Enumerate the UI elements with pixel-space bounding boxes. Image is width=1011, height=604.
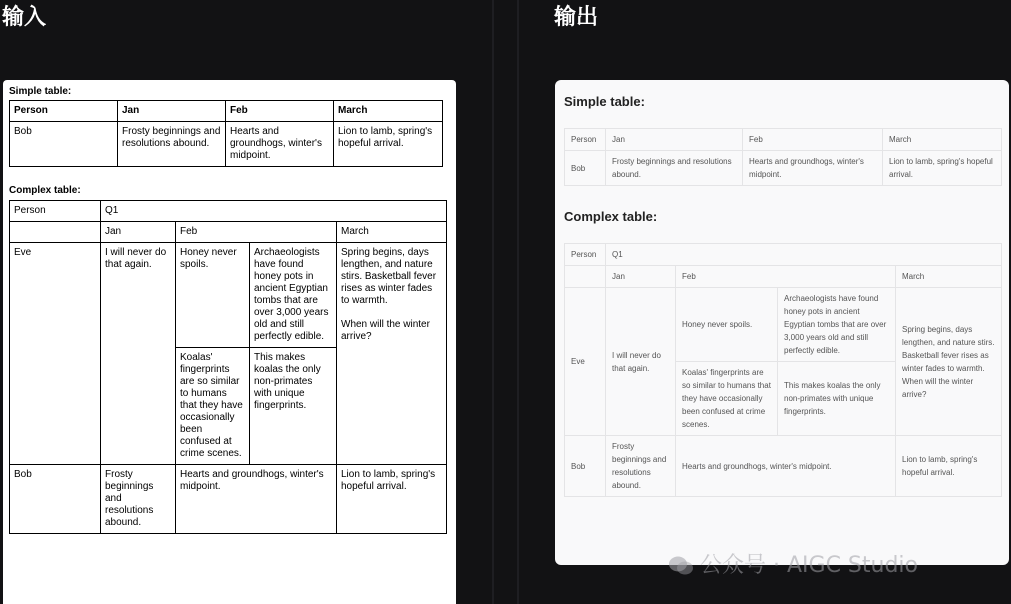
table-row [10,465,447,534]
watermark-text: 公众号 · AIGC Studio [700,553,918,578]
simple-table-heading: Simple table: [564,94,645,109]
table-cell: Person [565,244,606,266]
table-cell: Frosty beginnings and resolutions abound. [606,436,676,497]
table-cell: Q1 [101,201,447,222]
table-cell: Bob [565,151,606,186]
table-cell: Jan [606,266,676,288]
wechat-icon [668,555,694,577]
table-cell: Frosty beginnings and resolutions abound. [118,122,226,167]
table-cell: Lion to lamb, spring's hopeful arrival. [337,465,447,534]
header-cell: Jan [606,129,743,151]
complex-table [9,200,447,534]
header-cell: Feb [743,129,883,151]
table-row [565,151,1002,186]
table-cell: Hearts and groundhogs, winter's midpoint. [676,436,896,497]
simple-table-heading: Simple table: [9,86,72,97]
table-header-row [565,129,1002,151]
table-row [10,222,447,243]
header-cell: Jan [118,101,226,122]
table-cell: Eve [565,288,606,436]
header-cell: Person [10,101,118,122]
table-row [565,436,1002,497]
divider [492,0,494,604]
table-cell: Hearts and groundhogs, winter's midpoint. [176,465,337,534]
output-panel [555,80,1009,565]
table-cell: Hearts and groundhogs, winter's midpoint. [226,122,334,167]
table-cell: March [337,222,447,243]
table-cell: I will never do that again. [101,243,176,465]
table-cell: Feb [176,222,337,243]
table-row [10,243,447,348]
table-cell: Bob [10,465,101,534]
table-cell: Eve [10,243,101,465]
table-cell: This makes koalas the only non-primates with unique fingerprints. [778,362,896,436]
table-cell: Feb [676,266,896,288]
table-row [10,201,447,222]
table-cell: Spring begins, days lengthen, and nature stirs. Basketball fever rises as winter fades to warmth. When will the winter arrive? [896,288,1002,436]
table-cell: Jan [101,222,176,243]
table-cell: Hearts and groundhogs, winter's midpoint. [743,151,883,186]
complex-table-heading: Complex table: [9,185,81,196]
table-cell: Bob [10,122,118,167]
complex-table-heading: Complex table: [564,209,658,224]
table-cell: Archaeologists have found honey pots in ancient Egyptian tombs that are over 3,000 years old and still perfectly edible. [778,288,896,362]
table-row [565,244,1002,266]
table-cell: March [896,266,1002,288]
table-cell: Lion to lamb, spring's hopeful arrival. [334,122,443,167]
header-cell: March [883,129,1002,151]
cell-paragraph: When will the winter arrive? [341,319,430,342]
table-cell: Bob [565,436,606,497]
table-cell: Koalas' fingerprints are so similar to humans that they have occasionally been confused at crime scenes. [676,362,778,436]
cell-paragraph: Spring begins, days lengthen, and nature stirs. Basketball fever rises as winter fades to warmth. [341,247,437,306]
simple-table [9,100,443,167]
input-label: 输入 [2,5,47,30]
table-cell: I will never do that again. [606,288,676,436]
table-cell: This makes koalas the only non-primates with unique fingerprints. [250,348,337,465]
header-cell: Person [565,129,606,151]
watermark [668,548,1008,588]
simple-table [564,128,1002,186]
table-cell: Frosty beginnings and resolutions abound. [101,465,176,534]
table-cell: Q1 [606,244,1002,266]
table-row [565,266,1002,288]
header-cell: Feb [226,101,334,122]
table-cell: Honey never spoils. [676,288,778,362]
input-panel [3,80,456,604]
table-cell [10,222,101,243]
table-cell: Lion to lamb, spring's hopeful arrival. [883,151,1002,186]
table-header-row [10,101,443,122]
divider [517,0,519,604]
table-cell: Honey never spoils. [176,243,250,348]
output-label: 输出 [554,5,599,30]
table-cell [337,243,447,465]
table-cell [565,266,606,288]
table-row [10,122,443,167]
table-cell: Person [10,201,101,222]
table-row [565,288,1002,362]
table-cell: Lion to lamb, spring's hopeful arrival. [896,436,1002,497]
table-cell: Archaeologists have found honey pots in ancient Egyptian tombs that are over 3,000 years old and still perfectly edible. [250,243,337,348]
header-cell: March [334,101,443,122]
complex-table [564,243,1002,497]
table-cell: Koalas' fingerprints are so similar to humans that they have occasionally been confused at crime scenes. [176,348,250,465]
table-cell: Frosty beginnings and resolutions abound. [606,151,743,186]
